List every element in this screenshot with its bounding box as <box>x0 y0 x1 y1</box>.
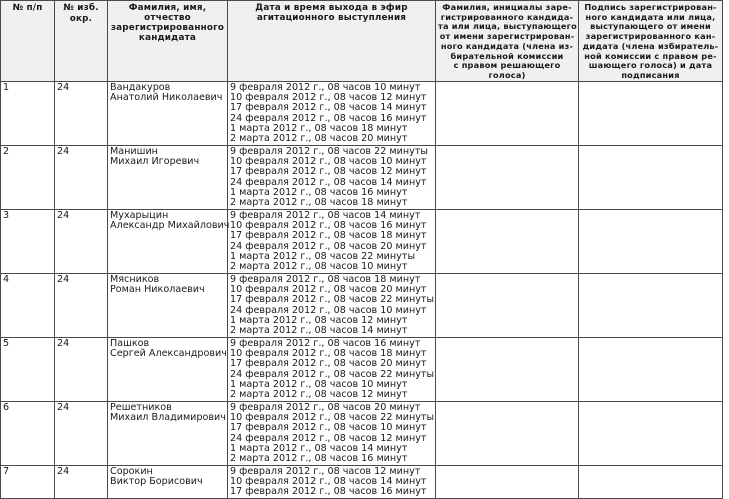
candidate-name-cell <box>108 209 228 273</box>
candidate-surname: Решетников <box>110 401 172 413</box>
broadcast-time: 24 февраля 2012 г., 08 часов 22 минуты <box>230 368 435 380</box>
candidate-surname: Мухарыцин <box>110 209 169 221</box>
header-line: бирательной комиссии <box>450 50 564 61</box>
broadcast-time: 10 февраля 2012 г., 08 часов 20 минут <box>230 283 427 295</box>
table-header-row <box>1 1 723 82</box>
broadcast-time: 2 марта 2012 г., 08 часов 20 минут <box>230 133 408 145</box>
row-number-cell: 3 <box>1 209 55 273</box>
broadcast-time: 2 марта 2012 г., 08 часов 16 минут <box>230 453 408 465</box>
signature-cell <box>579 209 723 273</box>
candidate-surname: Манишин <box>110 145 158 157</box>
table-row <box>1 337 723 401</box>
table-row <box>1 465 723 498</box>
row-number-cell: 1 <box>1 81 55 145</box>
broadcast-time: 9 февраля 2012 г., 08 часов 14 минут <box>230 209 421 221</box>
header-line: выступающего от имени <box>590 21 711 32</box>
header-line: Фамилия, имя, <box>128 3 207 13</box>
header-line: Дата и время выхода в эфир <box>255 3 408 13</box>
candidate-name-cell <box>108 145 228 209</box>
broadcast-time: 24 февраля 2012 г., 08 часов 12 минут <box>230 432 427 444</box>
row-number-cell: 2 <box>1 145 55 209</box>
broadcast-times-cell <box>228 209 436 273</box>
broadcast-time: 9 февраля 2012 г., 08 часов 20 минут <box>230 401 421 413</box>
table-row <box>1 401 723 465</box>
header-line: гистрированного кандида- <box>440 11 574 22</box>
broadcast-time: 1 марта 2012 г., 08 часов 10 минут <box>230 378 408 390</box>
district-number-cell: 24 <box>55 209 108 273</box>
row-number-cell: 6 <box>1 401 55 465</box>
header-line: Подпись зарегистрирован- <box>584 2 717 12</box>
candidate-name: Михаил Игоревич <box>110 155 200 167</box>
header-line: ного кандидата или лица, <box>585 11 716 22</box>
candidate-name: Роман Николаевич <box>110 283 205 295</box>
header-line: голоса) <box>488 69 526 80</box>
district-number-cell: 24 <box>55 273 108 337</box>
broadcast-time: 9 февраля 2012 г., 08 часов 18 минут <box>230 273 421 285</box>
broadcast-time: 17 февраля 2012 г., 08 часов 10 минут <box>230 422 427 434</box>
speaker-name-cell <box>436 465 579 498</box>
header-line: с правом решающего <box>453 60 561 71</box>
broadcast-time: 2 марта 2012 г., 08 часов 14 минут <box>230 325 408 337</box>
broadcast-time: 9 февраля 2012 г., 08 часов 12 минут <box>230 465 421 477</box>
broadcast-time: 1 марта 2012 г., 08 часов 16 минут <box>230 186 408 198</box>
speaker-name-cell <box>436 273 579 337</box>
header-line: Фамилия, инициалы заре- <box>442 2 572 12</box>
broadcast-times-cell <box>228 81 436 145</box>
header-district-number: № изб. окр. <box>55 1 108 82</box>
candidate-name-cell <box>108 273 228 337</box>
speaker-name-cell <box>436 145 579 209</box>
broadcast-time: 24 февраля 2012 г., 08 часов 20 минут <box>230 240 427 252</box>
header-line: шающего голоса) и дата <box>588 60 713 71</box>
candidate-name: Михаил Владимирович <box>110 411 226 423</box>
speaker-name-cell <box>436 81 579 145</box>
candidate-name-cell <box>108 465 228 498</box>
broadcast-time: 10 февраля 2012 г., 08 часов 10 минут <box>230 155 427 167</box>
header-line: зарегистрированного <box>110 23 225 33</box>
district-number-cell: 24 <box>55 145 108 209</box>
broadcast-time: 1 марта 2012 г., 08 часов 22 минуты <box>230 250 416 262</box>
header-speaker-name <box>436 1 579 82</box>
speaker-name-cell <box>436 337 579 401</box>
candidate-name-cell <box>108 337 228 401</box>
table-row <box>1 81 723 145</box>
header-signature <box>579 1 723 82</box>
broadcast-time: 10 февраля 2012 г., 08 часов 18 минут <box>230 347 427 359</box>
header-candidate-name <box>108 1 228 82</box>
header-line: кандидата <box>138 33 197 43</box>
header-line: подписания <box>621 69 680 80</box>
table-row <box>1 273 723 337</box>
candidate-name-cell <box>108 81 228 145</box>
signature-cell <box>579 401 723 465</box>
header-line: та или лица, выступающего <box>438 21 577 32</box>
broadcast-times-cell <box>228 337 436 401</box>
broadcast-time: 24 февраля 2012 г., 08 часов 14 минут <box>230 176 427 188</box>
signature-cell <box>579 465 723 498</box>
signature-cell <box>579 337 723 401</box>
broadcast-time: 1 марта 2012 г., 08 часов 12 минут <box>230 314 408 326</box>
row-number-cell: 7 <box>1 465 55 498</box>
broadcast-time: 10 февраля 2012 г., 08 часов 14 минут <box>230 475 427 487</box>
header-line: дидата (члена избиратель- <box>582 40 719 51</box>
broadcast-times-cell <box>228 273 436 337</box>
header-line: отчество <box>144 13 191 23</box>
candidate-surname: Вандакуров <box>110 81 171 93</box>
candidate-name: Виктор Борисович <box>110 475 203 487</box>
row-number-cell: 4 <box>1 273 55 337</box>
broadcast-time: 9 февраля 2012 г., 08 часов 16 минут <box>230 337 421 349</box>
broadcast-time: 2 марта 2012 г., 08 часов 18 минут <box>230 197 408 209</box>
broadcast-time: 1 марта 2012 г., 08 часов 18 минут <box>230 122 408 134</box>
broadcast-time: 2 марта 2012 г., 08 часов 10 минут <box>230 261 408 273</box>
header-row-number: № п/п <box>1 1 55 82</box>
speaker-name-cell <box>436 401 579 465</box>
broadcast-time: 17 февраля 2012 г., 08 часов 18 минут <box>230 230 427 242</box>
broadcast-time: 2 марта 2012 г., 08 часов 12 минут <box>230 389 408 401</box>
broadcast-time: 17 февраля 2012 г., 08 часов 22 минуты <box>230 294 435 306</box>
header-broadcast-datetime <box>228 1 436 82</box>
candidate-surname: Сорокин <box>110 465 153 477</box>
header-line: ной комиссии с правом ре- <box>584 50 717 61</box>
candidate-name: Сергей Александрович <box>110 347 227 359</box>
broadcast-time: 9 февраля 2012 г., 08 часов 22 минуты <box>230 145 428 157</box>
district-number-cell: 24 <box>55 465 108 498</box>
header-line: зарегистрированного кан- <box>585 31 716 42</box>
district-number-cell: 24 <box>55 337 108 401</box>
table-row <box>1 145 723 209</box>
candidate-surname: Мясников <box>110 273 160 285</box>
header-line: ного кандидата (члена из- <box>440 40 574 51</box>
broadcast-time: 9 февраля 2012 г., 08 часов 10 минут <box>230 81 421 93</box>
candidate-surname: Пашков <box>110 337 150 349</box>
broadcast-times-cell <box>228 465 436 498</box>
broadcast-time: 1 марта 2012 г., 08 часов 14 минут <box>230 442 408 454</box>
signature-cell <box>579 145 723 209</box>
row-number-cell: 5 <box>1 337 55 401</box>
candidate-name-cell <box>108 401 228 465</box>
broadcast-times-cell <box>228 145 436 209</box>
district-number-cell: 24 <box>55 401 108 465</box>
table-row <box>1 209 723 273</box>
broadcast-time: 24 февраля 2012 г., 08 часов 16 минут <box>230 112 427 124</box>
candidate-name: Анатолий Николаевич <box>110 91 223 103</box>
broadcast-time: 10 февраля 2012 г., 08 часов 12 минут <box>230 91 427 103</box>
broadcast-time: 10 февраля 2012 г., 08 часов 16 минут <box>230 219 427 231</box>
broadcast-time: 10 февраля 2012 г., 08 часов 22 минуты <box>230 411 435 423</box>
candidate-name: Александр Михайлович <box>110 219 230 231</box>
header-line: от имени зарегистрирован- <box>439 31 575 42</box>
broadcast-times-cell <box>228 401 436 465</box>
district-number-cell: 24 <box>55 81 108 145</box>
broadcast-time: 17 февраля 2012 г., 08 часов 14 минут <box>230 102 427 114</box>
broadcast-time: 17 февраля 2012 г., 08 часов 12 минут <box>230 166 427 178</box>
header-line: агитационного выступления <box>256 13 407 23</box>
signature-cell <box>579 273 723 337</box>
broadcast-time: 17 февраля 2012 г., 08 часов 20 минут <box>230 358 427 370</box>
broadcast-time: 24 февраля 2012 г., 08 часов 10 минут <box>230 304 427 316</box>
speaker-name-cell <box>436 209 579 273</box>
signature-cell <box>579 81 723 145</box>
broadcast-time: 17 февраля 2012 г., 08 часов 16 минут <box>230 486 427 498</box>
